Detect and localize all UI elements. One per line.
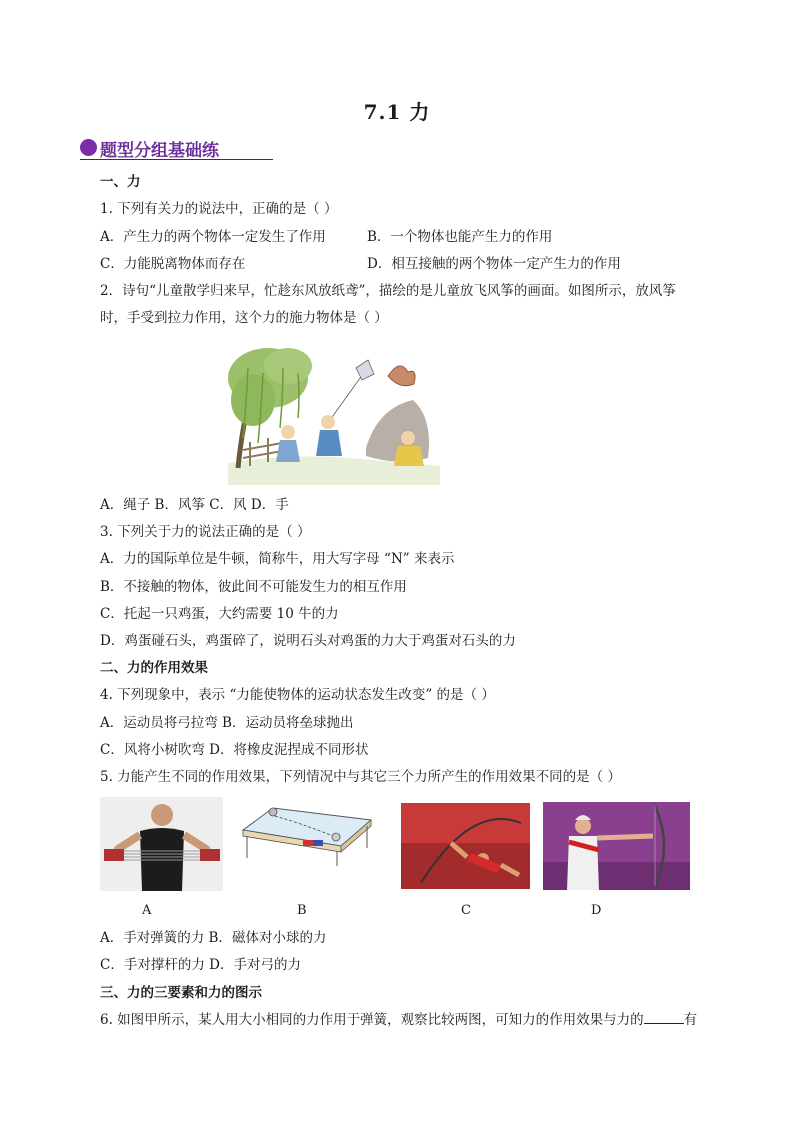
q3-option-c: C．托起一只鸡蛋，大约需要 10 牛的力 — [100, 606, 339, 622]
q5-caption-d: D — [591, 903, 602, 918]
page-title: 7.1 力 — [363, 100, 431, 124]
q3-option-a: A．力的国际单位是牛顿，简称牛，用大写字母 “N” 来表示 — [100, 551, 455, 567]
q1-option-b: B．一个物体也能产生力的作用 — [367, 229, 553, 245]
q6-answer-blank[interactable] — [644, 1011, 684, 1024]
section-title: 题型分组基础练 — [100, 141, 219, 161]
q4-stem: 4. 下列现象中，表示 “力能使物体的运动状态发生改变” 的是（ ） — [100, 687, 495, 703]
q3-option-d: D．鸡蛋碰石头，鸡蛋碎了，说明石头对鸡蛋的力大于鸡蛋对石头的力 — [100, 633, 516, 649]
magnet-ball-table-diagram — [233, 800, 375, 868]
q5-options-cd: C．手对撑杆的力 D．手对弓的力 — [100, 957, 301, 973]
q6-stem-after: 有 — [683, 1012, 698, 1028]
q4-options-ab: A．运动员将弓拉弯 B．运动员将垒球抛出 — [100, 715, 354, 731]
part2-heading: 二、力的作用效果 — [100, 660, 208, 676]
q6-stem — [100, 1011, 697, 1029]
q1-option-c: C．力能脱离物体而存在 — [100, 256, 246, 272]
pole-vault-photo — [401, 803, 530, 889]
q5-stem: 5. 力能产生不同的作用效果，下列情况中与其它三个力所产生的作用效果不同的是（ ） — [100, 769, 621, 785]
q1-option-d: D．相互接触的两个物体一定产生力的作用 — [367, 256, 621, 272]
q2-stem-line1: 2．诗句“儿童散学归来早，忙趁东风放纸鸢”，描绘的是儿童放飞风筝的画面。如图所示，放风筝 — [100, 283, 676, 299]
q5-caption-a: A — [142, 903, 152, 918]
q1-stem: 1. 下列有关力的说法中，正确的是（ ） — [100, 201, 338, 217]
q3-option-b: B．不接触的物体，彼此间不可能发生力的相互作用 — [100, 579, 407, 595]
spring-expander-photo — [100, 797, 223, 891]
q5-caption-b: B — [297, 903, 307, 918]
part1-heading: 一、力 — [100, 174, 141, 190]
part3-heading: 三、力的三要素和力的图示 — [100, 985, 262, 1001]
bullet-dot-icon — [80, 139, 97, 156]
q5-options-ab: A．手对弹簧的力 B．磁体对小球的力 — [100, 930, 327, 946]
q2-stem-line2: 时，手受到拉力作用，这个力的施力物体是（ ） — [100, 310, 388, 326]
archery-photo — [543, 802, 690, 890]
q4-options-cd: C．风将小树吹弯 D．将橡皮泥捏成不同形状 — [100, 742, 369, 758]
section-header — [80, 137, 273, 160]
q1-option-a: A．产生力的两个物体一定发生了作用 — [100, 229, 326, 245]
q6-stem-before: 6. 如图甲所示，某人用大小相同的力作用于弹簧，观察比较两图，可知力的作用效果与力的 — [100, 1012, 644, 1028]
q3-stem: 3. 下列关于力的说法正确的是（ ） — [100, 524, 311, 540]
q5-caption-c: C — [461, 903, 471, 918]
kite-flying-illustration — [228, 338, 440, 485]
q2-options: A．绳子 B．风筝 C．风 D．手 — [100, 497, 289, 513]
